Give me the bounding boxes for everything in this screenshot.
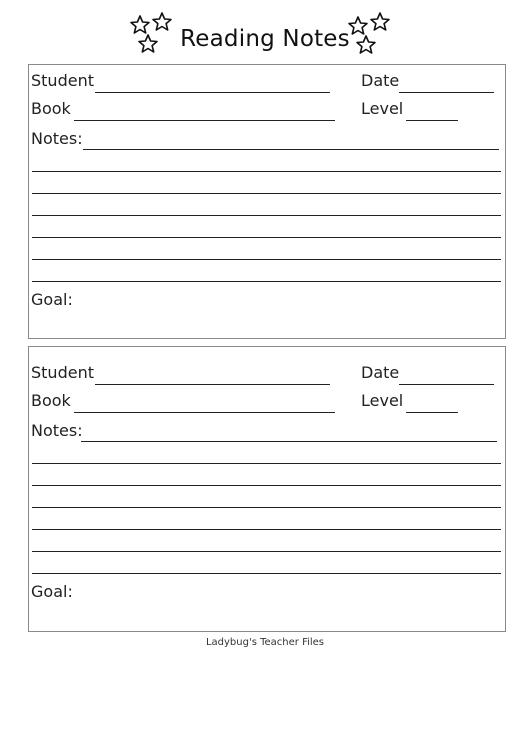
notes-field[interactable]: [81, 441, 497, 442]
date-field[interactable]: [399, 92, 494, 93]
notes-line[interactable]: [32, 485, 501, 486]
level-field[interactable]: [406, 412, 458, 413]
notes-line[interactable]: [32, 281, 501, 282]
page-header: [0, 0, 530, 62]
student-field[interactable]: [95, 92, 330, 93]
level-label: Level: [361, 99, 404, 118]
notes-line[interactable]: [32, 529, 501, 530]
notes-line[interactable]: [32, 573, 501, 574]
notes-line[interactable]: [32, 259, 501, 260]
date-label: Date: [361, 363, 400, 382]
star-icon: [349, 17, 367, 34]
book-label: Book: [31, 99, 71, 118]
notes-line[interactable]: [32, 237, 501, 238]
book-field[interactable]: [74, 120, 335, 121]
notes-line[interactable]: [32, 463, 501, 464]
notes-line[interactable]: [32, 215, 501, 216]
level-field[interactable]: [406, 120, 458, 121]
footer-credit: Ladybug's Teacher Files: [205, 637, 325, 648]
goal-label: Goal:: [31, 582, 73, 601]
notes-field[interactable]: [83, 149, 499, 150]
level-label: Level: [361, 391, 404, 410]
notes-line[interactable]: [32, 507, 501, 508]
notes-label: Notes:: [31, 421, 83, 440]
notes-label: Notes:: [31, 129, 83, 148]
notes-line[interactable]: [32, 551, 501, 552]
page-title: Reading Notes: [180, 26, 350, 52]
date-field[interactable]: [399, 384, 494, 385]
notes-line[interactable]: [32, 171, 501, 172]
student-field[interactable]: [95, 384, 330, 385]
student-label: Student: [31, 363, 94, 382]
reading-notes-card: [28, 64, 506, 339]
reading-notes-card: [28, 346, 506, 632]
book-label: Book: [31, 391, 71, 410]
student-label: Student: [31, 71, 94, 90]
star-cluster-right-icon: [344, 12, 404, 60]
star-icon: [357, 36, 375, 53]
notes-line[interactable]: [32, 193, 501, 194]
date-label: Date: [361, 71, 400, 90]
book-field[interactable]: [74, 412, 335, 413]
star-icon: [371, 13, 389, 30]
goal-label: Goal:: [31, 290, 73, 309]
